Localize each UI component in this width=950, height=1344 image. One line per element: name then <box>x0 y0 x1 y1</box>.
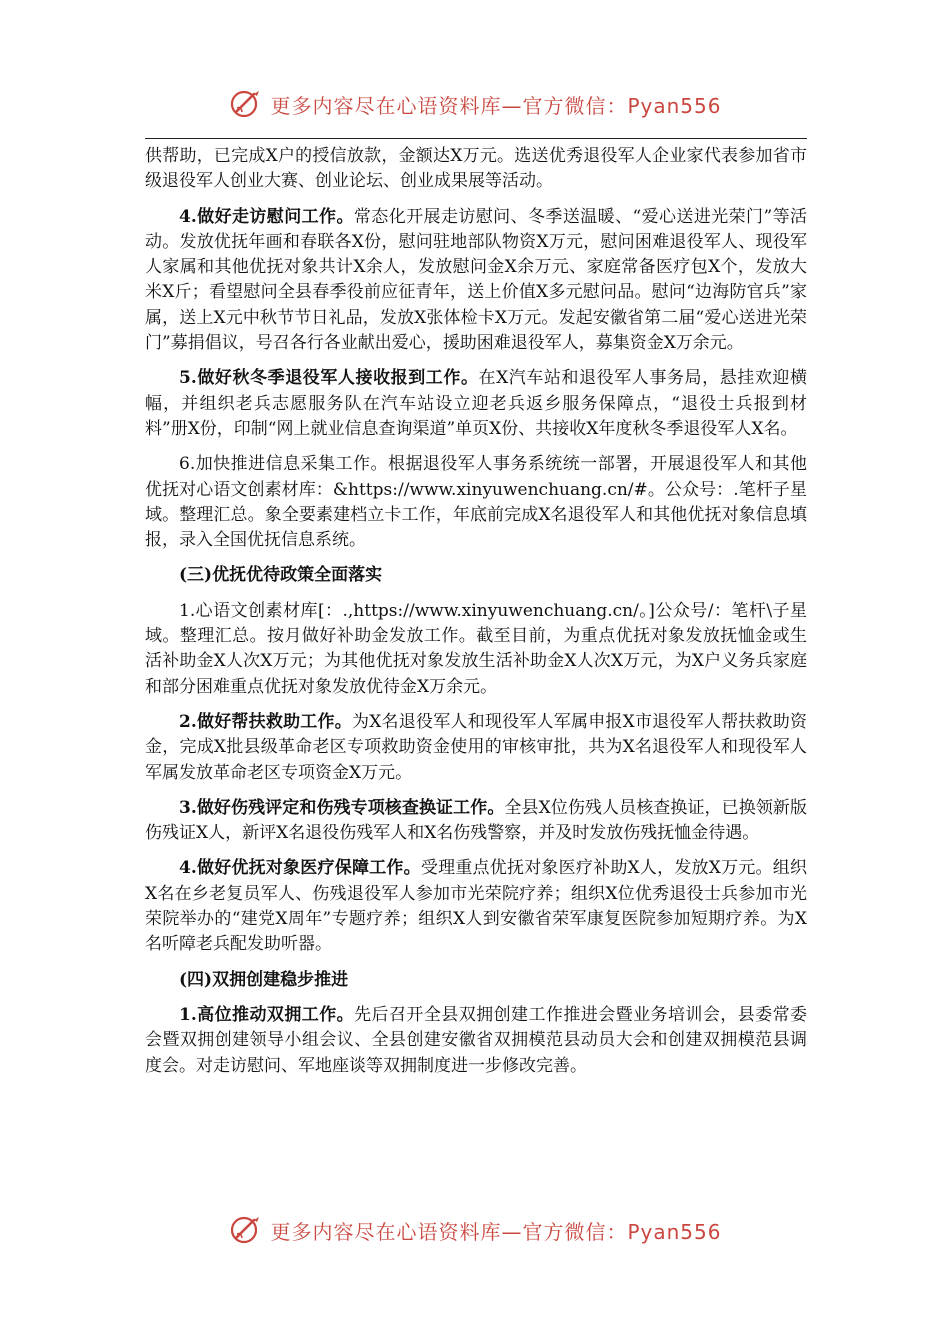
header-banner <box>0 84 950 124</box>
paragraph-lead: 1.高位推动双拥工作。 <box>179 1004 355 1025</box>
paragraph-double-support <box>145 1003 807 1079</box>
footer-banner-text: 更多内容尽在心语资料库—官方微信：Pyan556 <box>270 1219 722 1244</box>
section-heading-4: (四)双拥创建稳步推进 <box>179 969 349 990</box>
paragraph-lead: 2.做好帮扶救助工作。 <box>179 711 352 732</box>
paragraph-lead: 4.做好走访慰问工作。 <box>179 206 354 227</box>
paragraph-lead: 4.做好优抚对象医疗保障工作。 <box>179 858 421 879</box>
paragraph-text: 全县X位伤残人员核查换证，已换领新版伤残证X人，新评X名退役伤残军人和X名伤残警察，并及时发放伤残抚恤金待遇。 <box>145 797 807 844</box>
paragraph-lead: 3.做好伤残评定和伤残专项核查换证工作。 <box>179 797 505 818</box>
section-heading-3: (三)优抚优待政策全面落实 <box>179 565 383 586</box>
paragraph-subsidy: 1.心语文创素材库[：.,https://www.xinyuwenchuang.cn/。]公众号/：笔杆\子星域。整理汇总。按月做好补助金发放工作。截至目前，为重点优抚对象发放抚恤金或生活补助金X人次X万元；为其他优抚对象发放生活补助金X人次X万元，为X户义务兵家庭和部分困难重点优抚对象发放优待金X万余元。 <box>145 600 807 697</box>
document-body <box>145 144 807 1089</box>
footer-banner <box>0 1210 950 1250</box>
header-banner-text: 更多内容尽在心语资料库—官方微信：Pyan556 <box>270 93 722 118</box>
paragraph-info-collection: 6.加快推进信息采集工作。根据退役军人事务系统统一部署，开展退役军人和其他优抚对心语文创素材库：&https://www.xinyuwenchuang.cn/#。公众号：.笔杆子星域。整理汇总。象全要素建档立卡工作，年底前完成X名退役军人和其他优抚对象信息填报，录入全国优抚信息系统。 <box>145 454 807 551</box>
paragraph-reception <box>145 366 807 442</box>
paragraph-lead: 5.做好秋冬季退役军人接收报到工作。 <box>179 368 479 389</box>
pen-circle-logo-icon <box>228 86 264 122</box>
paragraph-assistance <box>145 710 807 786</box>
paragraph-text: 在X汽车站和退役军人事务局，悬挂欢迎横幅，并组织老兵志愿服务队在汽车站设立迎老兵返乡服务保障点，“退役士兵报到材料”册X份，印制“网上就业信息查询渠道”单页X份、共接收X年度秋冬季退役军人X名。 <box>145 368 807 439</box>
header-divider <box>145 138 807 139</box>
paragraph-text: 先后召开全县双拥创建工作推进会暨业务培训会，县委常委会暨双拥创建领导小组会议、全县创建安徽省双拥模范县动员大会和创建双拥模范县调度会。对走访慰问、军地座谈等双拥制度进一步修改完善。 <box>145 1004 808 1076</box>
paragraph-text: 受理重点优抚对象医疗补助X人，发放X万元。组织X名在乡老复员军人、伤残退役军人参加市光荣院疗养；组织X位优秀退役士兵参加市光荣院举办的“建党X周年”专题疗养；组织X人到安徽省荣军康复医院参加短期疗养。为X名听障老兵配发助听器。 <box>145 858 807 955</box>
paragraph-disability <box>145 796 807 847</box>
paragraph-text: 为X名退役军人和现役军人军属申报X市退役军人帮扶救助资金，完成X批县级革命老区专项救助资金使用的审核审批，共为X名退役军人和现役军人军属发放革命老区专项资金X万元。 <box>145 711 807 783</box>
paragraph-text: 常态化开展走访慰问、冬季送温暖、“爱心送进光荣门”等活动。发放优抚年画和春联各X份，慰问驻地部队物资X万元，慰问困难退役军人、现役军人家属和其他优抚对象共计X余人，发放慰问金X余万元、家庭常备医疗包X个，发放大米X斤；看望慰问全县春季役前应征青年，送上价值X多元慰问品。慰问“边海防官兵”家属，送上X元中秋节节日礼品，发放X张体检卡X万元。发起安徽省第二届“爱心送进光荣门”募捐倡议，号召各行各业献出爱心，援助困难退役军人，募集资金X万余元。 <box>145 206 807 354</box>
paragraph-visits <box>145 205 807 357</box>
pen-circle-logo-icon <box>228 1212 264 1248</box>
paragraph-continuation: 供帮助，已完成X户的授信放款，金额达X万元。选送优秀退役军人企业家代表参加省市级退役军人创业大赛、创业论坛、创业成果展等活动。 <box>145 146 807 192</box>
paragraph-medical <box>145 856 807 957</box>
